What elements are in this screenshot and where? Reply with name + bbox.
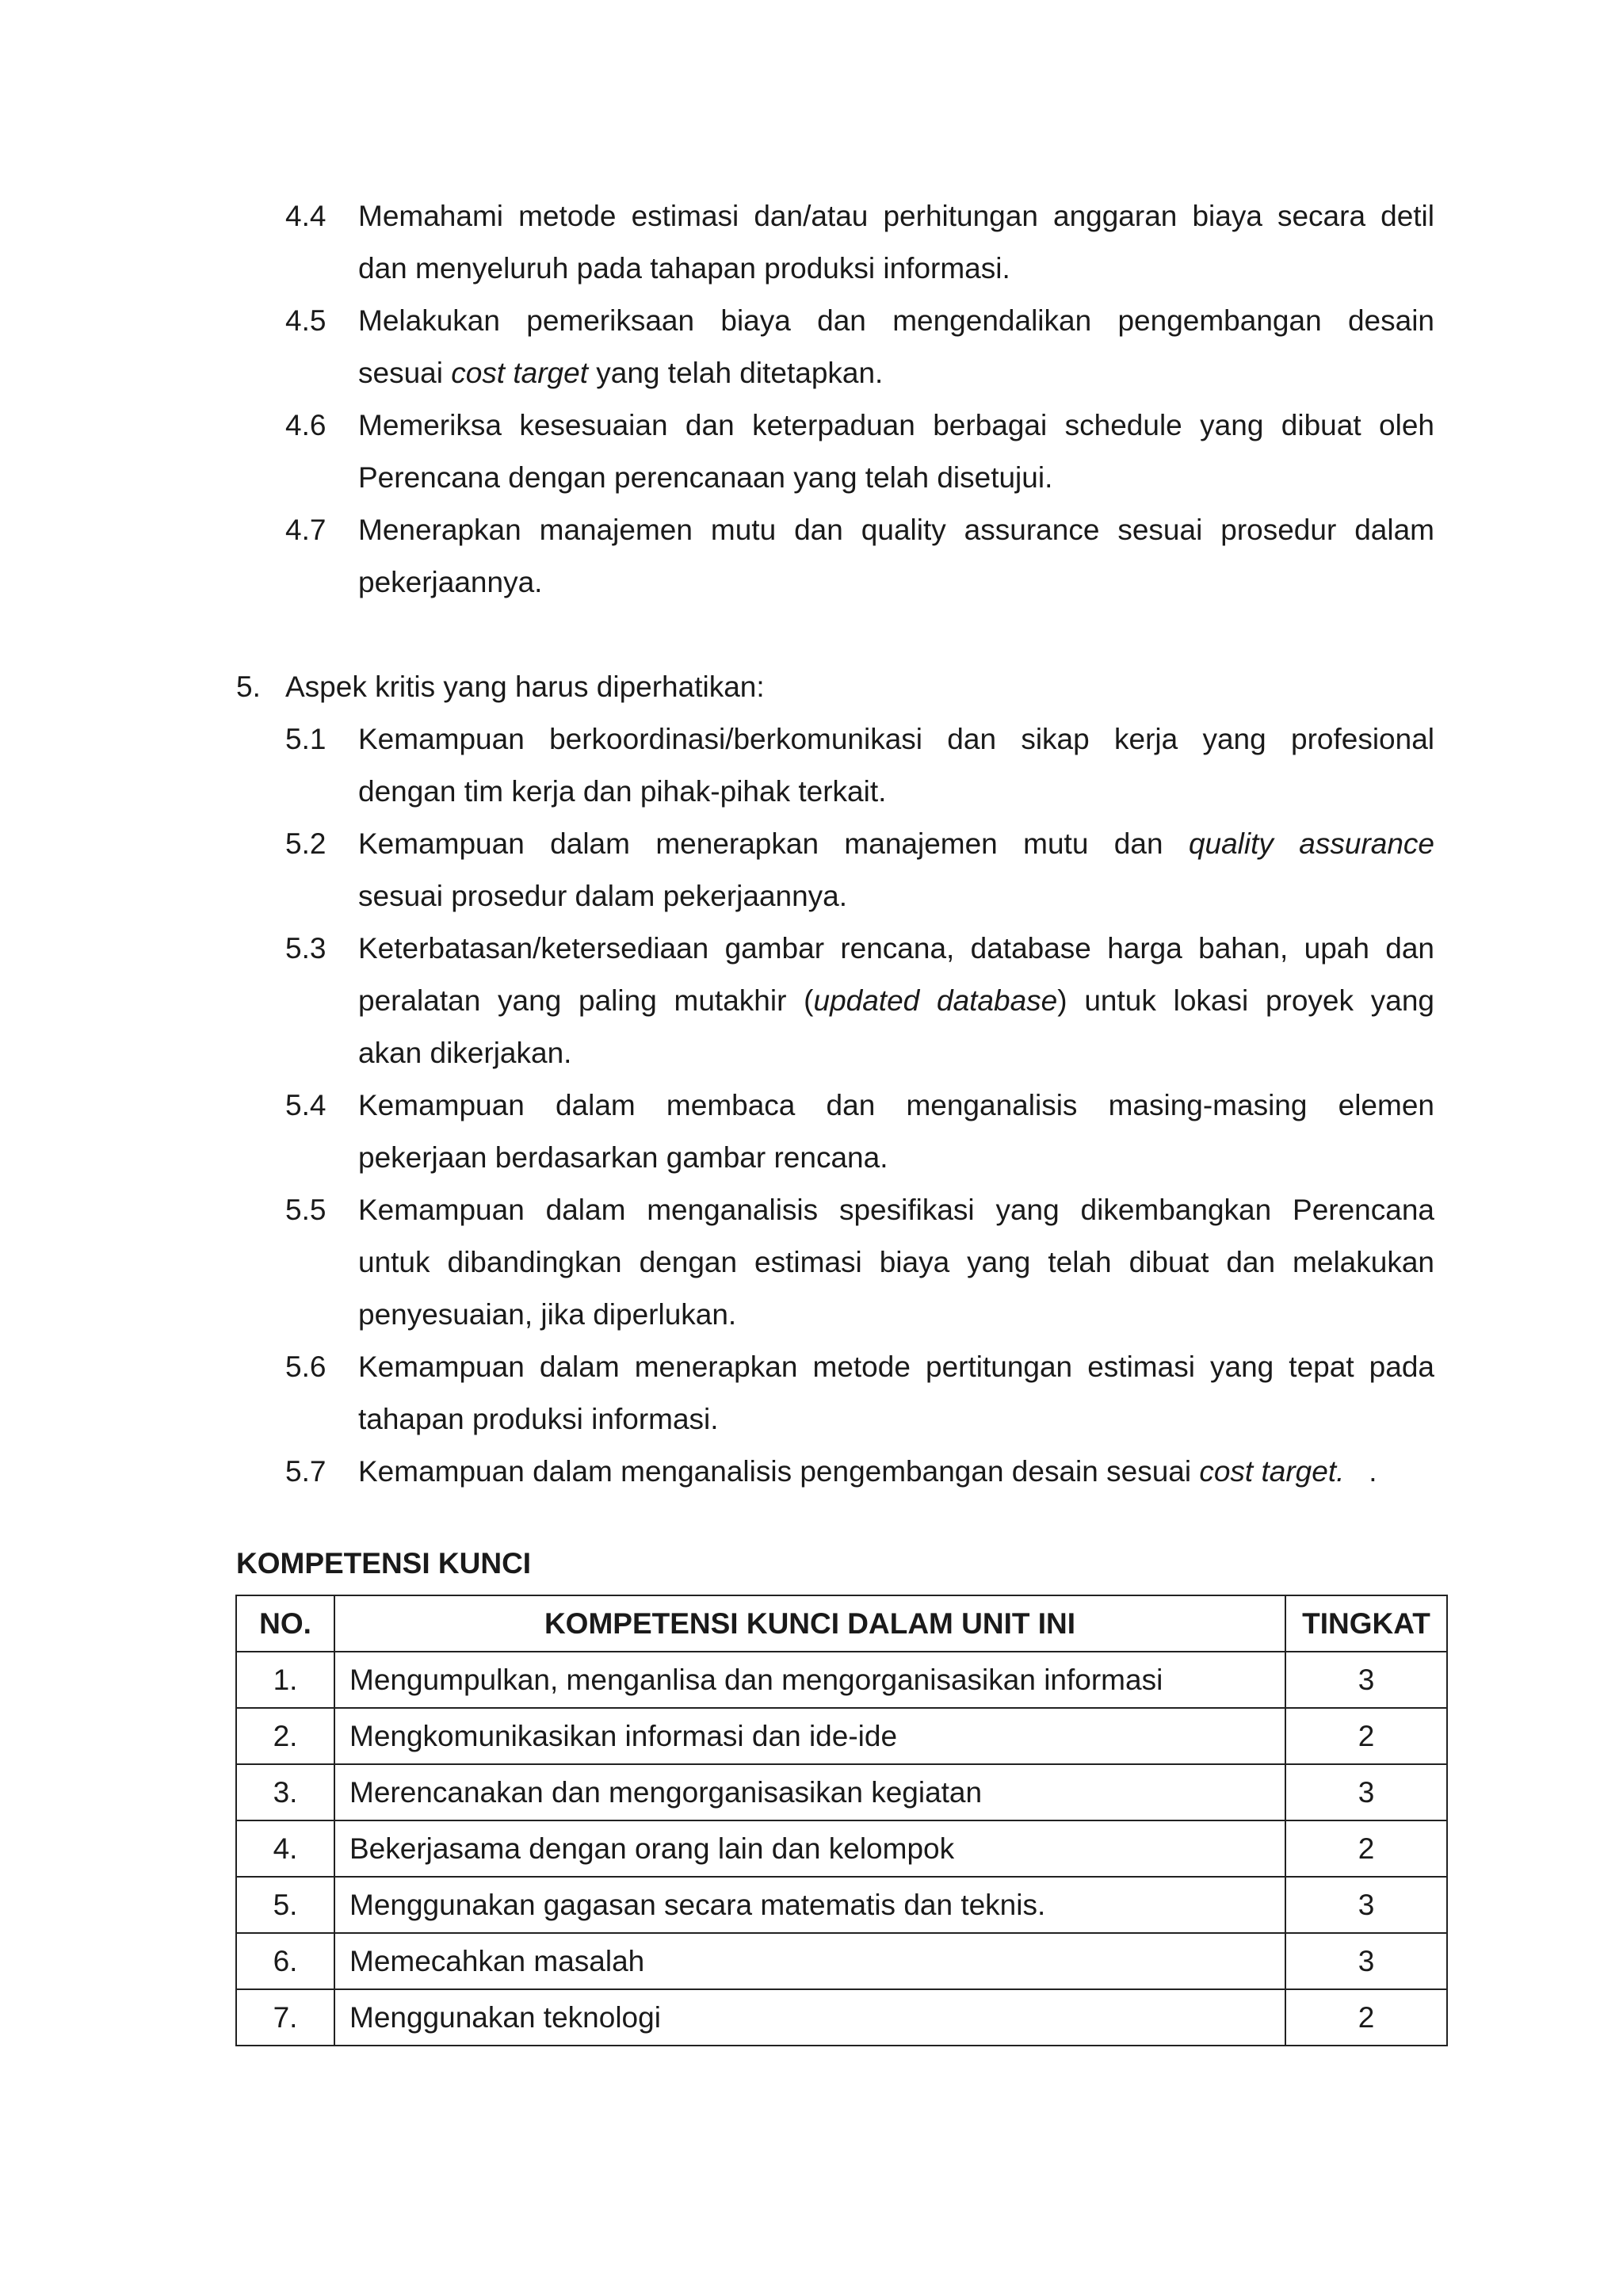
column-header-tingkat: TINGKAT: [1285, 1595, 1447, 1652]
item-5-4: [285, 1079, 1434, 1184]
item-text-line: dengan tim kerja dan pihak-pihak terkait.: [358, 775, 887, 808]
column-header-no: NO.: [236, 1595, 334, 1652]
table-header-row: [236, 1595, 1447, 1652]
item-5-1: [285, 713, 1434, 818]
item-5-7: [285, 1446, 1434, 1498]
cell-kompetensi: Merencanakan dan mengorganisasikan kegiatan: [334, 1764, 1285, 1820]
item-text-line: Melakukan pemeriksaan biaya dan mengendalikan pengembangan desain: [358, 304, 1434, 337]
item-text-line: dan menyeluruh pada tahapan produksi informasi.: [358, 252, 1010, 285]
item-number: 5.1: [285, 723, 327, 755]
text-segment: Kemampuan dalam menerapkan manajemen mutu dan: [358, 827, 1189, 860]
column-header-kompetensi: KOMPETENSI KUNCI DALAM UNIT INI: [334, 1595, 1285, 1652]
item-4-7: [285, 504, 1434, 609]
cell-kompetensi: Menggunakan gagasan secara matematis dan teknis.: [334, 1877, 1285, 1933]
italic-term: updated database: [813, 984, 1058, 1017]
item-text-line: Perencana dengan perencanaan yang telah disetujui.: [358, 461, 1053, 494]
item-text-line: Memeriksa kesesuaian dan keterpaduan berbagai schedule yang dibuat oleh: [358, 409, 1434, 441]
item-number: 5.4: [285, 1089, 327, 1121]
item-text-line: tahapan produksi informasi.: [358, 1403, 719, 1435]
item-number: 4.6: [285, 409, 327, 441]
italic-term: quality assurance: [1188, 827, 1434, 860]
cell-tingkat: 2: [1285, 1989, 1447, 2046]
section-number: 5.: [236, 670, 261, 703]
item-number: 5.5: [285, 1194, 327, 1226]
item-text-line: [358, 975, 1434, 1027]
item-number: 5.7: [285, 1455, 327, 1488]
cell-tingkat: 3: [1285, 1764, 1447, 1820]
item-number: 5.6: [285, 1350, 327, 1383]
table-row: [236, 1708, 1447, 1764]
item-4-4: [285, 190, 1434, 295]
table-row: [236, 1989, 1447, 2046]
item-text-line: pekerjaan berdasarkan gambar rencana.: [358, 1141, 888, 1174]
item-text-line: [358, 347, 1434, 399]
item-number: 5.2: [285, 827, 327, 860]
cell-tingkat: 2: [1285, 1820, 1447, 1877]
item-text-line: [358, 1446, 1434, 1498]
item-text-line: Kemampuan dalam menerapkan metode pertitungan estimasi yang tepat pada: [358, 1350, 1434, 1383]
text-segment: ) untuk lokasi proyek yang: [1057, 984, 1434, 1017]
section-title: Aspek kritis yang harus diperhatikan:: [285, 670, 765, 703]
item-text-line: pekerjaannya.: [358, 566, 543, 598]
table-row: [236, 1652, 1447, 1708]
item-text-line: penyesuaian, jika diperlukan.: [358, 1298, 737, 1331]
item-text-line: Kemampuan dalam membaca dan menganalisis masing-masing elemen: [358, 1089, 1434, 1121]
cell-no: 1.: [236, 1652, 334, 1708]
item-text-line: sesuai prosedur dalam pekerjaannya.: [358, 880, 848, 912]
item-number: 4.7: [285, 514, 327, 546]
cell-no: 4.: [236, 1820, 334, 1877]
item-text-line: akan dikerjakan.: [358, 1037, 572, 1069]
italic-term: cost target.: [1199, 1455, 1345, 1488]
item-4-5: [285, 295, 1434, 399]
item-text-line: Kemampuan berkoordinasi/berkomunikasi dan sikap kerja yang profesional: [358, 723, 1434, 755]
item-5-2: [285, 818, 1434, 923]
table-row: [236, 1820, 1447, 1877]
cell-tingkat: 3: [1285, 1877, 1447, 1933]
item-5-5: [285, 1184, 1434, 1341]
text-segment: .: [1344, 1455, 1377, 1488]
text-segment: peralatan yang paling mutakhir (: [358, 984, 814, 1017]
cell-kompetensi: Memecahkan masalah: [334, 1933, 1285, 1989]
section-5-heading: [236, 661, 765, 713]
italic-term: cost target: [451, 357, 588, 389]
item-text-line: [358, 818, 1434, 870]
item-4-6: [285, 399, 1434, 504]
item-text-line: Memahami metode estimasi dan/atau perhitungan anggaran biaya secara detil: [358, 200, 1434, 232]
cell-tingkat: 3: [1285, 1933, 1447, 1989]
text-segment: Kemampuan dalam menganalisis pengembangan desain sesuai: [358, 1455, 1200, 1488]
table-row: [236, 1933, 1447, 1989]
item-text-line: Keterbatasan/ketersediaan gambar rencana, database harga bahan, upah dan: [358, 932, 1434, 965]
kompetensi-table: [235, 1595, 1448, 2046]
cell-tingkat: 2: [1285, 1708, 1447, 1764]
cell-kompetensi: Mengkomunikasikan informasi dan ide-ide: [334, 1708, 1285, 1764]
kompetensi-heading: KOMPETENSI KUNCI: [236, 1547, 532, 1580]
cell-no: 7.: [236, 1989, 334, 2046]
item-number: 4.4: [285, 200, 327, 232]
item-text-line: Kemampuan dalam menganalisis spesifikasi yang dikembangkan Perencana: [358, 1194, 1434, 1226]
item-number: 5.3: [285, 932, 327, 965]
cell-no: 3.: [236, 1764, 334, 1820]
cell-no: 6.: [236, 1933, 334, 1989]
cell-kompetensi: Bekerjasama dengan orang lain dan kelompok: [334, 1820, 1285, 1877]
item-text-line: Menerapkan manajemen mutu dan quality assurance sesuai prosedur dalam: [358, 514, 1434, 546]
cell-kompetensi: Menggunakan teknologi: [334, 1989, 1285, 2046]
item-text-line: untuk dibandingkan dengan estimasi biaya yang telah dibuat dan melakukan: [358, 1246, 1434, 1278]
text-segment: yang telah ditetapkan.: [588, 357, 884, 389]
cell-no: 5.: [236, 1877, 334, 1933]
cell-tingkat: 3: [1285, 1652, 1447, 1708]
table-row: [236, 1764, 1447, 1820]
item-5-6: [285, 1341, 1434, 1446]
item-number: 4.5: [285, 304, 327, 337]
cell-no: 2.: [236, 1708, 334, 1764]
table-row: [236, 1877, 1447, 1933]
cell-kompetensi: Mengumpulkan, menganlisa dan mengorganisasikan informasi: [334, 1652, 1285, 1708]
text-segment: sesuai: [358, 357, 452, 389]
item-5-3: [285, 923, 1434, 1079]
